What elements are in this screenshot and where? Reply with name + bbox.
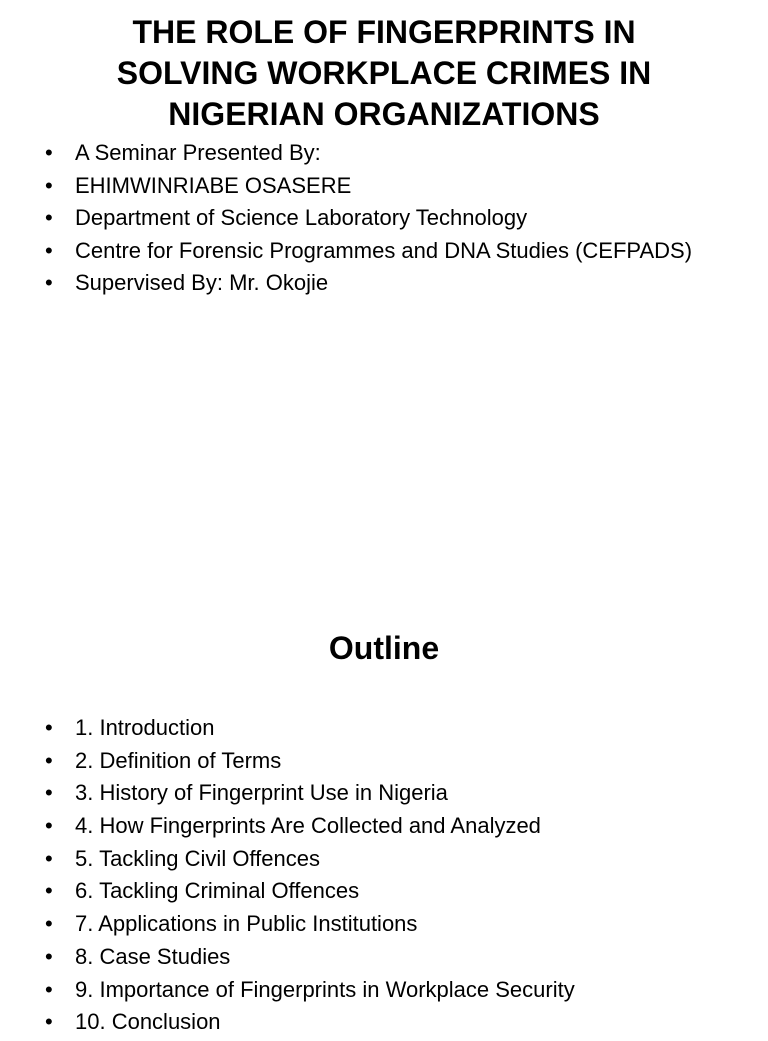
- list-item-text: 2. Definition of Terms: [75, 747, 282, 773]
- bullet-icon: •: [45, 976, 53, 1002]
- bullet-icon: •: [45, 1009, 53, 1035]
- bullet-icon: •: [45, 237, 53, 263]
- list-item-text: 8. Case Studies: [75, 943, 231, 969]
- list-item: [0, 204, 720, 232]
- list-item-text: Centre for Forensic Programmes and DNA Studies (CEFPADS): [75, 237, 693, 263]
- list-item: [0, 943, 720, 971]
- list-item-text: 3. History of Fingerprint Use in Nigeria: [75, 780, 448, 806]
- list-item: [0, 812, 720, 840]
- list-item: [0, 714, 720, 742]
- list-item: [0, 976, 720, 1004]
- list-item-text: 4. How Fingerprints Are Collected and Analyzed: [75, 813, 541, 839]
- bullet-icon: •: [45, 172, 53, 198]
- list-item: [0, 845, 720, 873]
- bullet-icon: •: [45, 715, 53, 740]
- list-item-text: 10. Conclusion: [75, 1009, 221, 1035]
- list-item: [0, 1008, 720, 1036]
- bullet-icon: •: [45, 140, 53, 165]
- list-item-text: 5. Tackling Civil Offences: [75, 845, 320, 871]
- outline-list: [0, 714, 720, 1041]
- list-item: [0, 237, 720, 265]
- bullet-icon: •: [45, 813, 53, 839]
- bullet-icon: •: [45, 878, 53, 904]
- list-item-text: Supervised By: Mr. Okojie: [75, 270, 329, 296]
- presenter-info-list: [0, 139, 720, 302]
- outline-title: Outline: [328, 630, 440, 666]
- list-item-text: EHIMWINRIABE OSASERE: [75, 172, 352, 198]
- list-item: [0, 172, 720, 200]
- list-item: [0, 910, 720, 938]
- bullet-icon: •: [45, 205, 53, 231]
- slide-outline: [0, 600, 768, 1035]
- bullet-icon: •: [45, 845, 53, 871]
- list-item-text: 7. Applications in Public Institutions: [75, 911, 418, 937]
- page-title: THE ROLE OF FINGERPRINTS IN SOLVING WORKPLACE CRIMES IN NIGERIAN ORGANIZATIONS: [116, 14, 652, 132]
- list-item-text: 9. Importance of Fingerprints in Workplace Security: [75, 976, 575, 1002]
- bullet-icon: •: [45, 911, 53, 937]
- bullet-icon: •: [45, 270, 53, 296]
- bullet-icon: •: [45, 747, 53, 773]
- list-item: [0, 269, 720, 297]
- bullet-icon: •: [45, 943, 53, 969]
- list-item-text: Department of Science Laboratory Technology: [75, 205, 528, 231]
- list-item: [0, 779, 720, 807]
- list-item: [0, 747, 720, 775]
- list-item: [0, 877, 720, 905]
- list-item-text: 6. Tackling Criminal Offences: [75, 878, 360, 904]
- bullet-icon: •: [45, 780, 53, 806]
- list-item-text: 1. Introduction: [75, 715, 215, 740]
- list-item: [0, 139, 720, 167]
- list-item-text: A Seminar Presented By:: [75, 140, 321, 165]
